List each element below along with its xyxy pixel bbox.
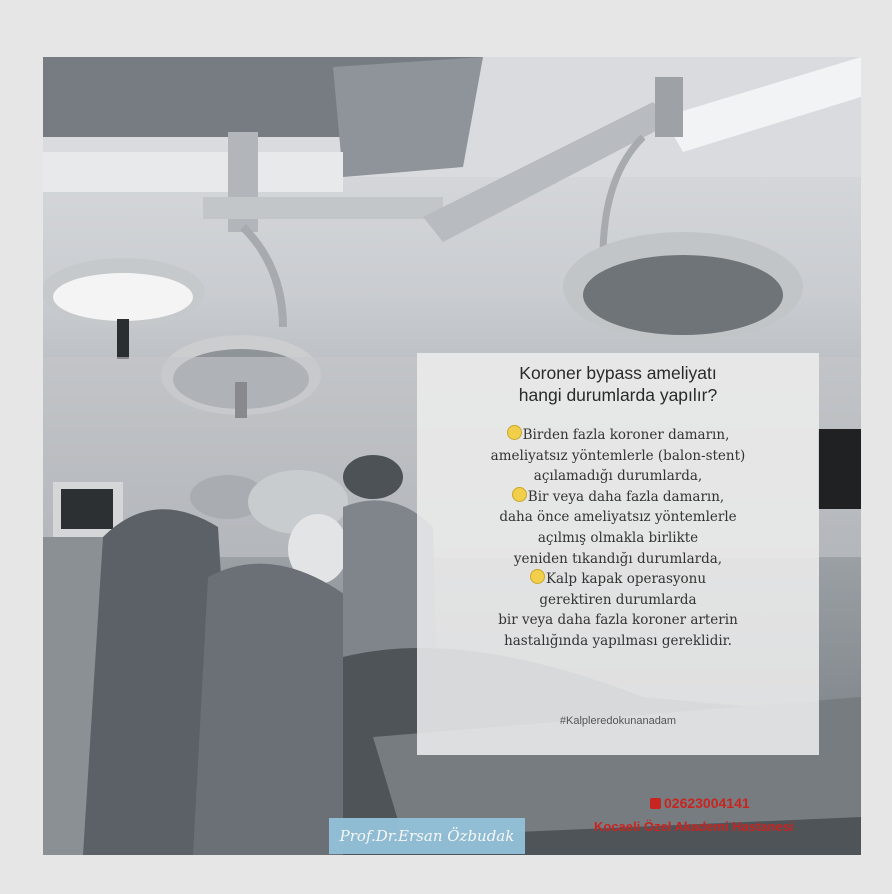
card-body-line-text: hastalığında yapılması gereklidir. bbox=[504, 632, 732, 649]
phone-number: 02623004141 bbox=[664, 795, 750, 811]
signature-badge bbox=[329, 818, 525, 854]
card-title-line-1: Koroner bypass ameliyatı bbox=[519, 363, 717, 383]
card-body-line bbox=[417, 610, 819, 631]
card-body-line-text: ameliyatsız yöntemlerle (balon-stent) bbox=[490, 447, 746, 464]
card-body-line-text: açılamadığı durumlarda, bbox=[533, 468, 703, 485]
card-body-line-text: açılmış olmakla birlikte bbox=[537, 529, 699, 546]
card-body bbox=[417, 425, 819, 652]
card-body-line bbox=[417, 446, 819, 467]
card-body-line bbox=[417, 549, 819, 570]
card-body-line bbox=[417, 569, 819, 590]
card-body-line bbox=[417, 425, 819, 446]
card-title bbox=[417, 362, 819, 406]
phone-icon bbox=[650, 798, 661, 809]
hashtag-label: #Kalpleredokunanadam bbox=[559, 715, 677, 727]
thinking-face-icon bbox=[530, 569, 545, 584]
card-body-line bbox=[417, 507, 819, 528]
card-body-line-text: Bir veya daha fazla damarın, bbox=[527, 488, 725, 505]
card-title-line-2: hangi durumlarda yapılır? bbox=[518, 385, 718, 405]
card-body-line bbox=[417, 590, 819, 611]
card-body-line bbox=[417, 466, 819, 487]
card-body-line bbox=[417, 631, 819, 652]
thinking-face-icon bbox=[507, 425, 522, 440]
card-body-line bbox=[417, 528, 819, 549]
phone-line bbox=[650, 795, 750, 811]
signature-text: Prof.Dr.Ersan Özbudak bbox=[339, 827, 515, 845]
hospital-name: Kocaeli Özel Akademi Hastanesi bbox=[594, 819, 794, 834]
card-body-line bbox=[417, 487, 819, 508]
card-body-line-text: daha önce ameliyatsız yöntemlerle bbox=[499, 509, 737, 526]
info-card bbox=[417, 353, 819, 755]
card-body-line-text: Kalp kapak operasyonu bbox=[545, 571, 707, 588]
card-body-line-text: yeniden tıkandığı durumlarda, bbox=[513, 550, 723, 567]
card-body-line-text: gerektiren durumlarda bbox=[539, 591, 697, 608]
card-body-line-text: Birden fazla koroner damarın, bbox=[522, 427, 730, 443]
card-body-line-text: bir veya daha fazla koroner arterin bbox=[498, 612, 738, 629]
thinking-face-icon bbox=[512, 487, 527, 502]
